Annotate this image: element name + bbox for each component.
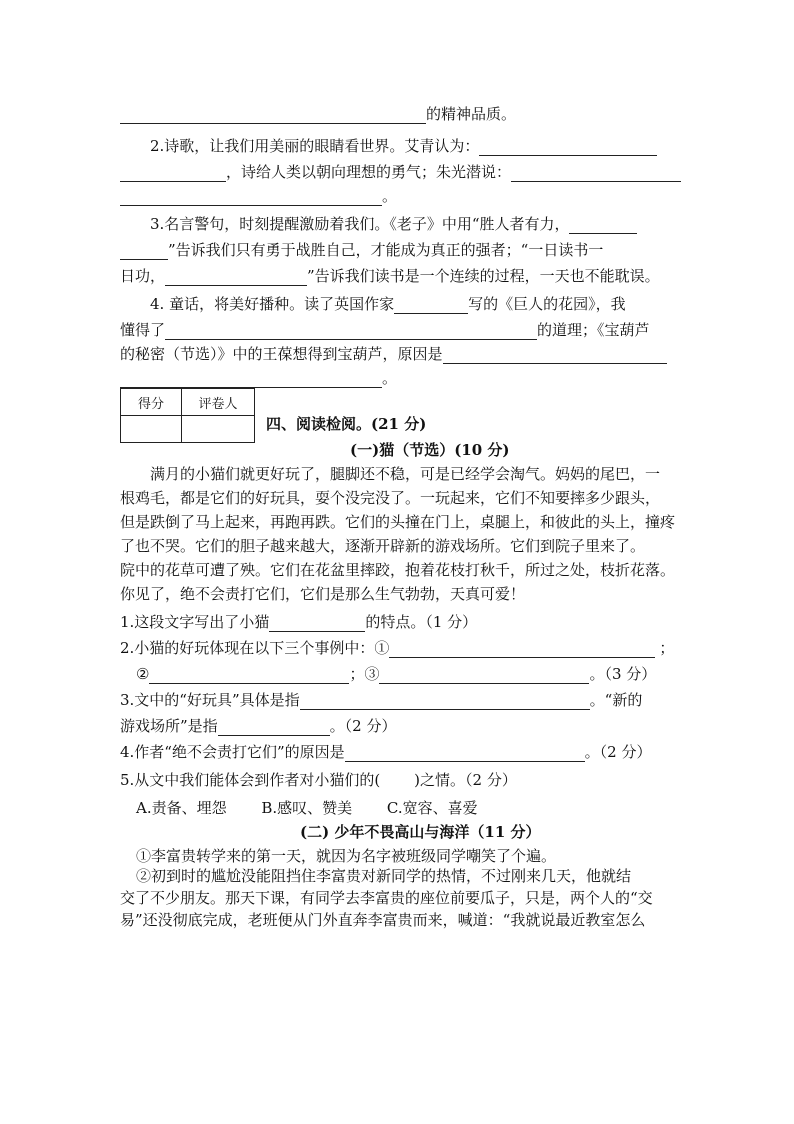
q3-line-2: ”告诉我们只有勇于战胜自己，才能成为真正的强者；“一日读书一 — [120, 240, 603, 260]
passage2-line: ②初到时的尴尬没能阻挡住李富贵对新同学的热情，不过刚来几天，他就结 — [136, 867, 632, 885]
qa4-blank[interactable] — [345, 745, 585, 762]
section4-sub2: (二) 少年不畏高山与海洋（11 分） — [300, 823, 541, 841]
score-box — [120, 388, 255, 443]
passage1-line: 你见了，绝不会责打它们，它们是那么生气勃勃，天真可爱！ — [120, 585, 526, 603]
qa2-blank-3[interactable] — [379, 667, 589, 684]
section4-title: 四、阅读检阅。(21 分) — [266, 415, 427, 433]
qa1-blank[interactable] — [269, 615, 365, 632]
q1-blank[interactable] — [120, 107, 426, 124]
passage1-line: 但是跌倒了马上起来，再跑再跌。它们的头撞在门上，桌腿上，和彼此的头上，撞疼 — [120, 513, 676, 531]
qa4-line: 4.作者“绝不会责打它们”的原因是 。（2 分） — [120, 743, 652, 761]
q1-tail-line: 的精神品质。 — [120, 104, 516, 124]
q2-blank-3[interactable] — [511, 165, 681, 182]
q4-blank-2[interactable] — [165, 323, 537, 340]
q3-blank-2[interactable] — [120, 243, 168, 260]
q2-blank-2[interactable] — [120, 165, 226, 182]
score-cell[interactable] — [121, 416, 182, 443]
passage1-line: 根鸡毛，都是它们的好玩具，耍个没完没了。一玩起来，它们不知要摔多少跟头， — [120, 489, 661, 507]
qa3-line-1: 3.文中的“好玩具”具体是指 。“新的 — [120, 691, 643, 709]
q3-blank-1[interactable] — [569, 217, 637, 234]
qa5-line: 5.从文中我们能体会到作者对小猫们的( )之情。（2 分） — [120, 771, 517, 789]
q2-line-2: ，诗给人类以朝向理想的勇气；朱光潜说： — [120, 162, 681, 182]
q3-line-1: 3.名言警句，时刻提醒激励着我们。《老子》中用“胜人者有力， — [150, 214, 637, 234]
q3-line-3: 日功， ”告诉我们读书是一个连续的过程，一天也不能耽误。 — [120, 267, 660, 285]
q2-blank-1[interactable] — [479, 139, 657, 156]
q2-line-3: 。 — [120, 186, 397, 206]
q4-blank-4[interactable] — [120, 371, 382, 388]
q4-line-4: 。 — [120, 368, 397, 388]
qa2-line-1: 2.小猫的好玩体现在以下三个事例中：① ； — [120, 639, 675, 657]
q2-line-1: 2.诗歌，让我们用美丽的眼睛看世界。艾青认为： — [150, 136, 657, 156]
qa1-line: 1.这段文字写出了小猫 的特点。（1 分） — [120, 613, 478, 631]
q2-blank-4[interactable] — [120, 189, 382, 206]
q4-line-1: 4. 童话，将美好播种。读了英国作家 写的《巨人的花园》，我 — [150, 295, 626, 313]
qa2-line-2: ② ；③ 。（3 分） — [136, 665, 657, 683]
section4-sub1: (一)猫（节选）(10 分) — [350, 441, 510, 459]
qa3-blank-2[interactable] — [218, 719, 330, 736]
qa3-line-2: 游戏场所”是指 。（2 分） — [120, 717, 397, 735]
qa5-options: A.责备、埋怨 B.感叹、赞美 C.宽容、喜爱 — [136, 799, 478, 817]
passage2-line: 易”还没彻底完成，老班便从门外直奔李富贵而来，喊道：“我就说最近教室怎么 — [120, 911, 646, 929]
passage1-line: 满月的小猫们就更好玩了，腿脚还不稳，可是已经学会淘气。妈妈的尾巴，一 — [150, 465, 661, 483]
q4-blank-1[interactable] — [394, 297, 468, 314]
passage2-line: ①李富贵转学来的第一天，就因为名字被班级同学嘲笑了个遍。 — [136, 847, 557, 865]
passage1-line: 院中的花草可遭了殃。它们在花盆里摔跤，抱着花枝打秋千，所过之处，枝折花落。 — [120, 561, 676, 579]
passage1-line: 了也不哭。它们的胆子越来越大，逐渐开辟新的游戏场所。它们到院子里来了。 — [120, 537, 646, 555]
qa2-blank-1[interactable] — [389, 641, 655, 658]
score-label: 得分 — [121, 389, 182, 416]
q4-blank-3[interactable] — [443, 347, 667, 364]
qa3-blank-1[interactable] — [300, 693, 590, 710]
q3-blank-3[interactable] — [165, 269, 307, 286]
q4-line-2: 懂得了 的道理；《宝葫芦 — [120, 321, 650, 339]
grader-cell[interactable] — [182, 416, 255, 443]
qa2-blank-2[interactable] — [149, 667, 349, 684]
passage2-line: 交了不少朋友。那天下课，有同学去李富贵的座位前要瓜子，只是，两个人的“交 — [120, 889, 653, 907]
q4-line-3: 的秘密（节选）》中的王葆想得到宝葫芦，原因是 — [120, 344, 667, 364]
grader-label: 评卷人 — [182, 389, 255, 416]
